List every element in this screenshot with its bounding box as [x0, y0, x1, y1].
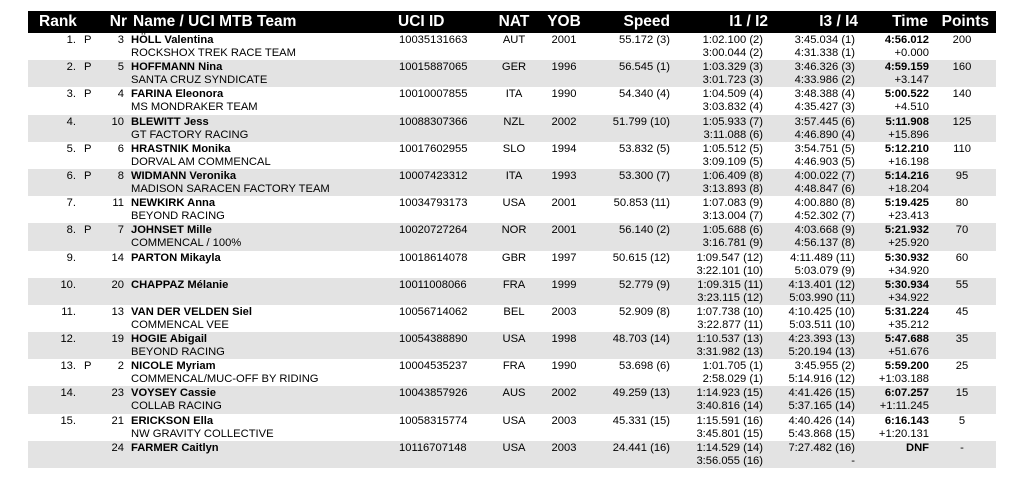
year-of-birth: 2003 [551, 441, 577, 454]
split-i1: 1:07.738 (10) [696, 305, 763, 318]
bib-number: 5 [117, 61, 124, 74]
rank-cell: 15. [60, 414, 76, 427]
table-row [28, 386, 996, 413]
points-value: 60 [955, 251, 969, 264]
table-row [28, 115, 996, 142]
uci-id: 10020727264 [399, 224, 468, 237]
rank-cell: 5. [66, 142, 76, 155]
header-yob: YOB [547, 13, 581, 30]
split-i3: 4:40.426 (14) [788, 414, 855, 427]
finish-time: 5:21.932 [884, 224, 929, 237]
table-row [28, 305, 996, 332]
split-i4: 4:35.427 (3) [794, 101, 855, 114]
header-speed: Speed [623, 13, 670, 30]
points-value: 70 [955, 224, 969, 237]
rank-cell: 12. [60, 333, 76, 346]
team-name: COMMENCAL / 100% [131, 237, 242, 250]
points-value: 35 [955, 333, 969, 346]
table-row [28, 251, 996, 278]
time-gap: +1:20.131 [878, 427, 929, 440]
table-row [28, 332, 996, 359]
speed-value: 53.698 (6) [619, 360, 670, 373]
points-value: 80 [955, 197, 969, 210]
uci-id: 10034793173 [399, 197, 468, 210]
rider-name: VOYSEY Cassie [131, 387, 216, 400]
finish-time: 5:30.934 [884, 278, 929, 291]
uci-id: 10054388890 [399, 333, 468, 346]
split-i4: 5:37.165 (14) [788, 400, 855, 413]
time-gap: +35.212 [888, 318, 929, 331]
bib-number: 8 [117, 169, 124, 182]
split-i3: 3:46.326 (3) [794, 61, 855, 74]
split-i3: 4:03.668 (9) [794, 224, 855, 237]
split-i1: 1:05.512 (5) [702, 142, 763, 155]
points-value: 140 [952, 88, 972, 101]
year-of-birth: 2001 [551, 197, 577, 210]
split-i1: 1:02.100 (2) [702, 34, 763, 46]
uci-id: 10056714062 [399, 305, 468, 318]
points-value: 95 [955, 169, 969, 182]
split-i4: 5:03.511 (10) [789, 318, 855, 331]
finish-time: DNF [906, 441, 929, 454]
team-name: DORVAL AM COMMENCAL [131, 155, 271, 168]
rider-name: BLEWITT Jess [131, 115, 209, 128]
rank-cell: 11. [61, 305, 76, 318]
header-nr: Nr [109, 13, 127, 30]
time-gap: +16.198 [888, 155, 929, 168]
finish-time: 4:56.012 [884, 34, 929, 46]
points-value: 160 [952, 61, 972, 74]
rank-cell: 9. [66, 251, 76, 264]
rank-cell: 14. [60, 387, 76, 400]
speed-value: 48.703 (14) [612, 333, 670, 346]
nationality: USA [502, 441, 526, 454]
uci-id: 10015887065 [399, 61, 468, 74]
year-of-birth: 1999 [551, 278, 577, 291]
split-i4: 4:56.137 (8) [794, 237, 855, 250]
rank-cell: 13. [60, 360, 76, 373]
split-i1: 1:14.923 (15) [696, 387, 763, 400]
table-row [28, 169, 996, 196]
table-row [28, 87, 996, 114]
year-of-birth: 2003 [551, 305, 577, 318]
split-i3: 4:00.880 (8) [794, 197, 855, 210]
points-value: 15 [955, 387, 969, 400]
rank-cell: 4. [66, 115, 76, 128]
uci-id: 10004535237 [399, 360, 468, 373]
uci-id: 10010007855 [399, 88, 468, 101]
split-i3: 4:00.022 (7) [794, 169, 855, 182]
header-points: Points [941, 13, 989, 30]
finish-time: 5:11.908 [885, 115, 929, 128]
header-time: Time [892, 13, 928, 30]
rank-cell: 6. [66, 169, 76, 182]
points-value: 200 [952, 34, 972, 46]
split-i4: 5:20.194 (13) [788, 346, 855, 359]
nationality: NOR [501, 224, 527, 237]
time-gap: +25.920 [888, 237, 929, 250]
year-of-birth: 1993 [551, 169, 577, 182]
bib-number: 13 [111, 305, 124, 318]
points-value: 125 [952, 115, 972, 128]
finish-time: 5:30.932 [884, 251, 929, 264]
split-i3: 3:57.445 (6) [794, 115, 855, 128]
split-i3: 4:10.425 (10) [788, 305, 855, 318]
team-name: MS MONDRAKER TEAM [131, 101, 258, 114]
finish-time: 5:59.200 [884, 360, 929, 373]
split-i2: 3:45.801 (15) [696, 427, 763, 440]
split-i2: 3:23.115 (12) [697, 291, 763, 304]
rider-name: CHAPPAZ Mélanie [131, 278, 229, 291]
time-gap: +34.920 [888, 264, 929, 277]
team-name: MADISON SARACEN FACTORY TEAM [131, 182, 330, 195]
bib-number: 21 [111, 414, 124, 427]
nationality: ITA [505, 169, 523, 182]
rank-cell: 7. [66, 197, 76, 210]
header-name-team: Name / UCI MTB Team [133, 13, 297, 30]
split-i1: 1:09.547 (12) [696, 251, 763, 264]
bib-number: 11 [112, 197, 124, 210]
finish-time: 6:16.143 [884, 414, 929, 427]
finish-time: 5:31.224 [884, 305, 929, 318]
table-row [28, 33, 996, 60]
bib-number: 20 [111, 278, 124, 291]
year-of-birth: 2003 [551, 414, 577, 427]
split-i1: 1:15.591 (16) [696, 414, 763, 427]
split-i4: 5:14.916 (12) [788, 373, 855, 386]
split-i4: 5:43.868 (15) [788, 427, 855, 440]
rider-name: NEWKIRK Anna [131, 197, 216, 210]
finish-time: 5:19.425 [884, 197, 929, 210]
split-i3: 3:45.034 (1) [794, 34, 855, 46]
rank-cell: 3. [66, 88, 76, 101]
rider-name: HOGIE Abigail [131, 333, 208, 346]
team-name: GT FACTORY RACING [131, 128, 249, 141]
p-marker: P [84, 169, 92, 182]
split-i4: 4:33.986 (2) [794, 74, 855, 87]
rank-cell: 1. [66, 34, 76, 46]
bib-number: 3 [117, 34, 124, 46]
team-name: COMMENCAL/MUC-OFF BY RIDING [131, 373, 319, 386]
nationality: AUT [502, 34, 526, 46]
time-gap: +23.413 [888, 210, 929, 223]
speed-value: 50.853 (11) [613, 197, 670, 210]
points-value: 5 [958, 414, 966, 427]
year-of-birth: 2002 [551, 387, 577, 400]
split-i2: 3:09.109 (5) [702, 155, 763, 168]
uci-id: 10018614078 [399, 251, 468, 264]
finish-time: 5:47.688 [884, 333, 929, 346]
split-i2: 3:11.088 (6) [703, 128, 763, 141]
p-marker: P [84, 88, 92, 101]
speed-value: 55.172 (3) [619, 34, 670, 46]
speed-value: 53.832 (5) [619, 142, 670, 155]
uci-id: 10043857926 [399, 387, 468, 400]
time-gap: +15.896 [888, 128, 929, 141]
finish-time: 5:00.522 [884, 88, 929, 101]
speed-value: 53.300 (7) [619, 169, 670, 182]
split-i1: 1:04.509 (4) [702, 88, 763, 101]
nationality: FRA [502, 360, 526, 373]
split-i3: 4:41.426 (15) [788, 387, 855, 400]
points-value: - [960, 441, 964, 454]
team-name: ROCKSHOX TREK RACE TEAM [131, 47, 296, 59]
p-marker: P [84, 360, 92, 373]
p-marker: P [84, 224, 92, 237]
nationality: GER [501, 61, 527, 74]
table-row [28, 441, 996, 468]
team-name: NW GRAVITY COLLECTIVE [131, 427, 274, 440]
team-name: BEYOND RACING [131, 346, 225, 359]
bib-number: 24 [111, 441, 124, 454]
bib-number: 4 [117, 88, 124, 101]
rider-name: JOHNSET Mille [131, 224, 212, 237]
year-of-birth: 1998 [551, 333, 577, 346]
team-name: BEYOND RACING [131, 210, 225, 223]
table-row [28, 278, 996, 305]
speed-value: 52.909 (8) [619, 305, 670, 318]
split-i4: 4:48.847 (6) [794, 182, 855, 195]
split-i4: 4:31.338 (1) [794, 47, 855, 59]
uci-id: 10116707148 [399, 441, 467, 454]
bib-number: 7 [117, 224, 124, 237]
split-i2: 3:40.816 (14) [696, 400, 763, 413]
uci-id: 10017602955 [399, 142, 468, 155]
split-i2: 3:00.044 (2) [702, 47, 763, 59]
finish-time: 5:12.210 [884, 142, 929, 155]
bib-number: 19 [111, 333, 124, 346]
speed-value: 56.545 (1) [619, 61, 670, 74]
p-marker: P [84, 61, 92, 74]
nationality: USA [502, 414, 526, 427]
split-i2: 3:16.781 (9) [702, 237, 763, 250]
table-header [28, 11, 996, 33]
nationality: USA [502, 197, 526, 210]
nationality: AUS [502, 387, 526, 400]
points-value: 55 [955, 278, 969, 291]
header-uci-id: UCI ID [398, 13, 445, 30]
table-row [28, 196, 996, 223]
nationality: SLO [502, 142, 526, 155]
speed-value: 50.615 (12) [612, 251, 670, 264]
split-i2: 3:31.982 (13) [696, 346, 763, 359]
uci-id: 10011008066 [399, 278, 467, 291]
table-row [28, 359, 996, 386]
split-i1: 1:05.688 (6) [702, 224, 763, 237]
split-i2: 3:13.893 (8) [702, 182, 763, 195]
split-i2: 3:22.877 (11) [697, 318, 763, 331]
header-nat: NAT [498, 13, 530, 30]
finish-time: 6:07.257 [884, 387, 929, 400]
uci-id: 10058315774 [399, 414, 468, 427]
rider-name: HRASTNIK Monika [131, 142, 231, 155]
split-i3: 4:11.489 (11) [790, 251, 855, 264]
split-i2: 3:13.004 (7) [702, 210, 763, 223]
rider-name: HOFFMANN Nina [131, 61, 223, 74]
nationality: NZL [503, 115, 525, 128]
rank-cell: 2. [66, 61, 76, 74]
nationality: BEL [503, 305, 525, 318]
split-i2: 2:58.029 (1) [702, 373, 763, 386]
year-of-birth: 1990 [551, 88, 577, 101]
time-gap: +1:03.188 [878, 373, 929, 386]
rider-name: PARTON Mikayla [131, 251, 221, 264]
split-i4: 5:03.990 (11) [789, 291, 855, 304]
team-name: SANTA CRUZ SYNDICATE [131, 74, 268, 87]
nationality: GBR [501, 251, 527, 264]
speed-value: 54.340 (4) [619, 88, 670, 101]
time-gap: +34.922 [888, 291, 929, 304]
year-of-birth: 1997 [551, 251, 577, 264]
nationality: USA [502, 333, 526, 346]
rank-cell: 10. [60, 278, 76, 291]
split-i4: - [851, 454, 855, 467]
year-of-birth: 1994 [551, 142, 577, 155]
year-of-birth: 1996 [551, 61, 577, 74]
speed-value: 24.441 (16) [612, 441, 670, 454]
rider-name: WIDMANN Veronika [131, 169, 237, 182]
bib-number: 23 [111, 387, 124, 400]
points-value: 25 [955, 360, 969, 373]
year-of-birth: 1990 [551, 360, 577, 373]
time-gap: +0.000 [894, 47, 929, 59]
split-i3: 4:23.393 (13) [788, 333, 855, 346]
time-gap: +18.204 [888, 182, 929, 195]
split-i3: 7:27.482 (16) [788, 441, 855, 454]
split-i3: 3:48.388 (4) [794, 88, 855, 101]
bib-number: 2 [117, 360, 124, 373]
bib-number: 10 [111, 115, 124, 128]
split-i1: 1:07.083 (9) [702, 197, 763, 210]
split-i1: 1:05.933 (7) [702, 115, 763, 128]
split-i4: 4:46.890 (4) [794, 128, 855, 141]
header-i1-i2: I1 / I2 [729, 13, 768, 30]
rider-name: ERICKSON Ella [131, 414, 214, 427]
split-i2: 3:01.723 (3) [702, 74, 763, 87]
split-i3: 3:54.751 (5) [794, 142, 855, 155]
results-table [28, 11, 996, 468]
time-gap: +1:11.245 [879, 400, 929, 413]
rider-name: VAN DER VELDEN Siel [131, 305, 253, 318]
team-name: COLLAB RACING [131, 400, 222, 413]
table-row [28, 142, 996, 169]
split-i2: 3:56.055 (16) [696, 454, 763, 467]
table-row [28, 414, 996, 441]
split-i1: 1:09.315 (11) [697, 278, 763, 291]
split-i1: 1:03.329 (3) [702, 61, 763, 74]
speed-value: 56.140 (2) [619, 224, 670, 237]
rider-name: FARINA Eleonora [131, 88, 224, 101]
split-i1: 1:06.409 (8) [702, 169, 763, 182]
time-gap: +51.676 [888, 346, 929, 359]
finish-time: 4:59.159 [884, 61, 929, 74]
nationality: ITA [505, 88, 523, 101]
split-i1: 1:10.537 (13) [696, 333, 763, 346]
rider-name: HÖLL Valentina [131, 34, 214, 46]
finish-time: 5:14.216 [884, 169, 929, 182]
split-i4: 5:03.079 (9) [794, 264, 855, 277]
split-i4: 4:52.302 (7) [794, 210, 855, 223]
speed-value: 51.799 (10) [612, 115, 670, 128]
time-gap: +3.147 [894, 74, 929, 87]
uci-id: 10007423312 [399, 169, 468, 182]
split-i1: 1:14.529 (14) [696, 441, 763, 454]
rider-name: FARMER Caitlyn [131, 441, 219, 454]
header-rank: Rank [39, 13, 77, 30]
split-i1: 1:01.705 (1) [702, 360, 763, 373]
p-marker: P [84, 142, 92, 155]
speed-value: 52.779 (9) [619, 278, 670, 291]
split-i2: 3:03.832 (4) [702, 101, 763, 114]
split-i3: 4:13.401 (12) [788, 278, 855, 291]
bib-number: 6 [117, 142, 124, 155]
split-i2: 3:22.101 (10) [696, 264, 763, 277]
nationality: FRA [502, 278, 526, 291]
year-of-birth: 2001 [551, 224, 577, 237]
points-value: 45 [955, 305, 969, 318]
p-marker: P [84, 34, 92, 46]
split-i4: 4:46.903 (5) [794, 155, 855, 168]
year-of-birth: 2001 [551, 34, 577, 46]
header-i3-i4: I3 / I4 [819, 13, 858, 30]
split-i3: 3:45.955 (2) [794, 360, 855, 373]
time-gap: +4.510 [894, 101, 929, 114]
rider-name: NICOLE Myriam [131, 360, 216, 373]
table-row [28, 223, 996, 250]
table-body [28, 33, 996, 468]
points-value: 110 [953, 142, 971, 155]
year-of-birth: 2002 [551, 115, 577, 128]
table-row [28, 60, 996, 87]
bib-number: 14 [111, 251, 124, 264]
rank-cell: 8. [66, 224, 76, 237]
speed-value: 49.259 (13) [612, 387, 670, 400]
team-name: COMMENCAL VEE [131, 318, 229, 331]
speed-value: 45.331 (15) [612, 414, 670, 427]
uci-id: 10088307366 [399, 115, 468, 128]
uci-id: 10035131663 [399, 34, 468, 46]
